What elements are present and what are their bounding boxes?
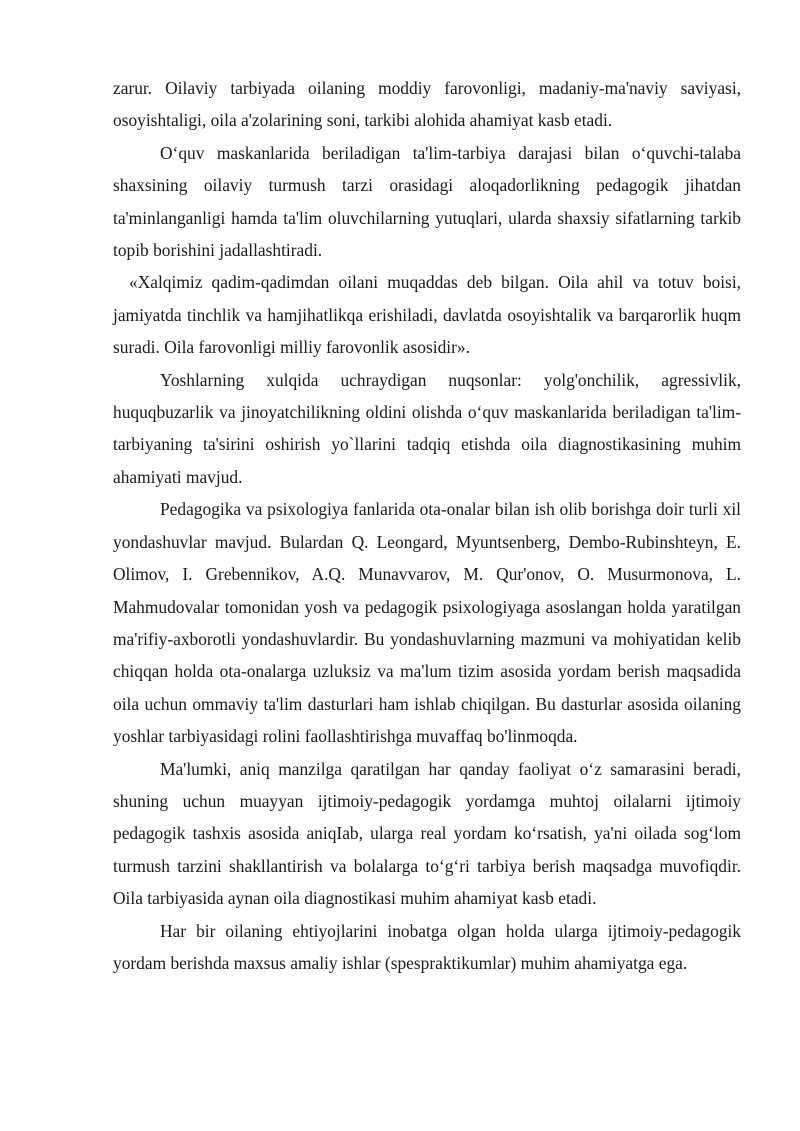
paragraph-targeted-activity: Ma'lumki, aniq manzilga qaratilgan har qanday faoliyat o‘z samarasini beradi, shuning uchun muayyan ijtimoiy-pedagogik yordamga muhtoj oilalarni ijtimoiy pedagogik tashxis asosida aniqIab, ularga real yordam ko‘rsatish, ya'ni oilada sog‘lom turmush tarzini shakllantirish va bolalarga to‘g‘ri tarbiya berish maqsadga muvofiqdir. Oila tarbiyasida aynan oila diagnostikasi muhim ahamiyat kasb etadi. bbox=[113, 758, 741, 909]
paragraph-continuation: zarur. Oilaviy tarbiyada oilaning moddiy farovonligi, madaniy-ma'naviy saviyasi, osoyishtaligi, oila a'zolarining soni, tarkibi alohida ahamiyat kasb etadi. bbox=[113, 78, 741, 131]
paragraph-youth-behavior: Yoshlarning xulqida uchraydigan nuqsonlar: yolg'onchilik, agressivlik, huquqbuzarlik va jinoyatchilikning oldini olishda o‘quv maskanlarida beriladigan ta'lim-tarbiyaning ta'sirini oshirish yo`llarini tadqiq etishda oila diagnostikasining muhim ahamiyati mavjud. bbox=[113, 369, 741, 487]
paragraph-quote: «Xalqimiz qadim-qadimdan oilani muqaddas deb bilgan. Oila ahil va totuv boisi, jamiyatda tinchlik va hamjihatlikqa erishiladi, davlatda osoyishtalik va barqarorlik huqm suradi. Oila farovonligi milliy farovonlik asosidir». bbox=[113, 272, 741, 358]
paragraph-practicums: Har bir oilaning ehtiyojlarini inobatga olgan holda ularga ijtimoiy-pedagogik yordam berishda maxsus amaliy ishlar (spespraktikumlar) muhim ahamiyatga ega. bbox=[113, 920, 741, 973]
document-page bbox=[113, 72, 741, 979]
paragraph-education-family: O‘quv maskanlarida beriladigan ta'lim-tarbiya darajasi bilan o‘quvchi-talaba shaxsining oilaviy turmush tarzi orasidagi aloqadorlikning pedagogik jihatdan ta'minlanganligi hamda ta'lim oluvchilarning yutuqlari, ularda shaxsiy sifatlarning tarkib topib borishini jadallashtiradi. bbox=[113, 142, 741, 261]
paragraph-approaches: Pedagogika va psixologiya fanlarida ota-onalar bilan ish olib borishga doir turli xil yondashuvlar mavjud. Bulardan Q. Leongard, Myuntsenberg, Dembo-Rubinshteyn, E. Olimov, I. Grebennikov, A.Q. Munavvarov, M. Qur'onov, O. Musurmonova, L. Mahmudovalar tomonidan yosh va pedagogik psixologiyaga asoslangan holda yaratilgan ma'rifiy-axborotli yondashuvlardir. Bu yondashuvlarning mazmuni va mohiyatidan kelib chiqqan holda ota-onalarga uzluksiz va ma'lum tizim asosida yordam berish maqsadida oila uchun ommaviy ta'lim dasturlari ham ishlab chiqilgan. Bu dasturlar asosida oilaning yoshlar tarbiyasidagi rolini faollashtirishga muvaffaq bo'linmoqda. bbox=[113, 499, 741, 747]
